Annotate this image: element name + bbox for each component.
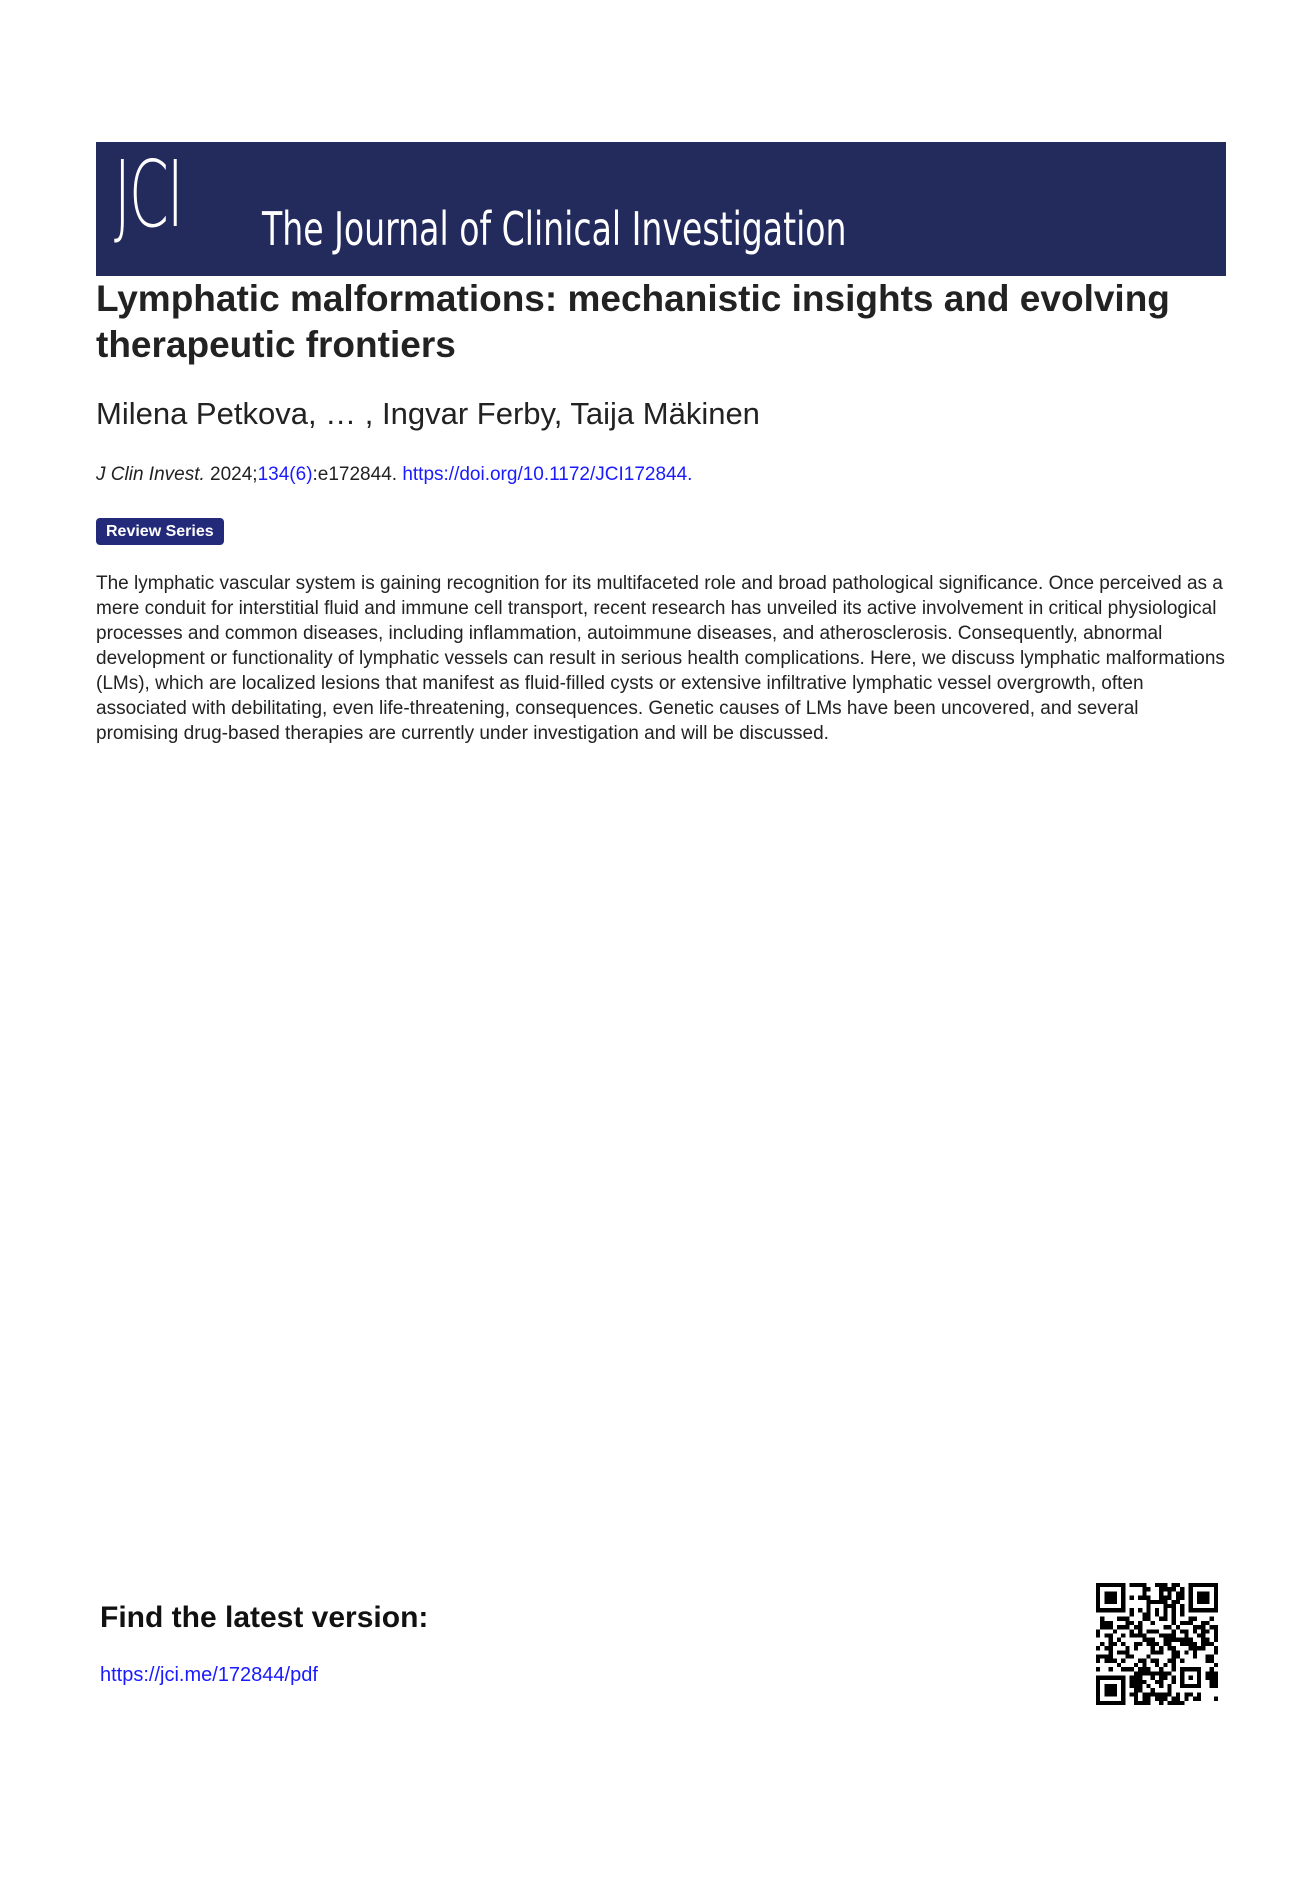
review-series-badge[interactable]: Review Series	[96, 518, 224, 545]
qr-code	[1096, 1583, 1218, 1705]
jci-logo: JCI	[114, 141, 182, 248]
article-authors: Milena Petkova, … , Ingvar Ferby, Taija Mäkinen	[96, 396, 760, 431]
article-abstract: The lymphatic vascular system is gaining recognition for its multifaceted role and broad pathological significance. Once perceived as a mere conduit for interstitial fluid and immune cell transport, recent research has unveiled its active involvement in critical physiological processes and common diseases, including inflammation, autoimmune diseases, and atherosclerosis. Consequently, abnormal development or functionality of lymphatic vessels can result in serious health complications. Here, we discuss lymphatic malformations (LMs), which are localized lesions that manifest as fluid-filled cysts or extensive infiltrative lymphatic vessel overgrowth, often associated with debilitating, even life-threatening, consequences. Genetic causes of LMs have been uncovered, and several promising drug-based therapies are currently under investigation and will be discussed.	[96, 573, 1225, 744]
citation-journal: J Clin Invest.	[96, 464, 205, 485]
citation	[96, 464, 692, 486]
article-title: Lymphatic malformations: mechanistic insights and evolving therapeutic frontiers	[96, 278, 1170, 365]
citation-article-id: :e172844.	[312, 464, 403, 485]
doi-link[interactable]: https://doi.org/10.1172/JCI172844.	[402, 464, 693, 485]
volume-issue-link[interactable]: 134(6)	[257, 464, 313, 485]
latest-version-heading: Find the latest version:	[100, 1601, 429, 1634]
journal-name: The Journal of Clinical Investigation	[262, 202, 847, 256]
latest-version-link[interactable]: https://jci.me/172844/pdf	[100, 1664, 318, 1686]
citation-year: 2024;	[204, 464, 258, 485]
journal-banner	[96, 142, 1226, 276]
